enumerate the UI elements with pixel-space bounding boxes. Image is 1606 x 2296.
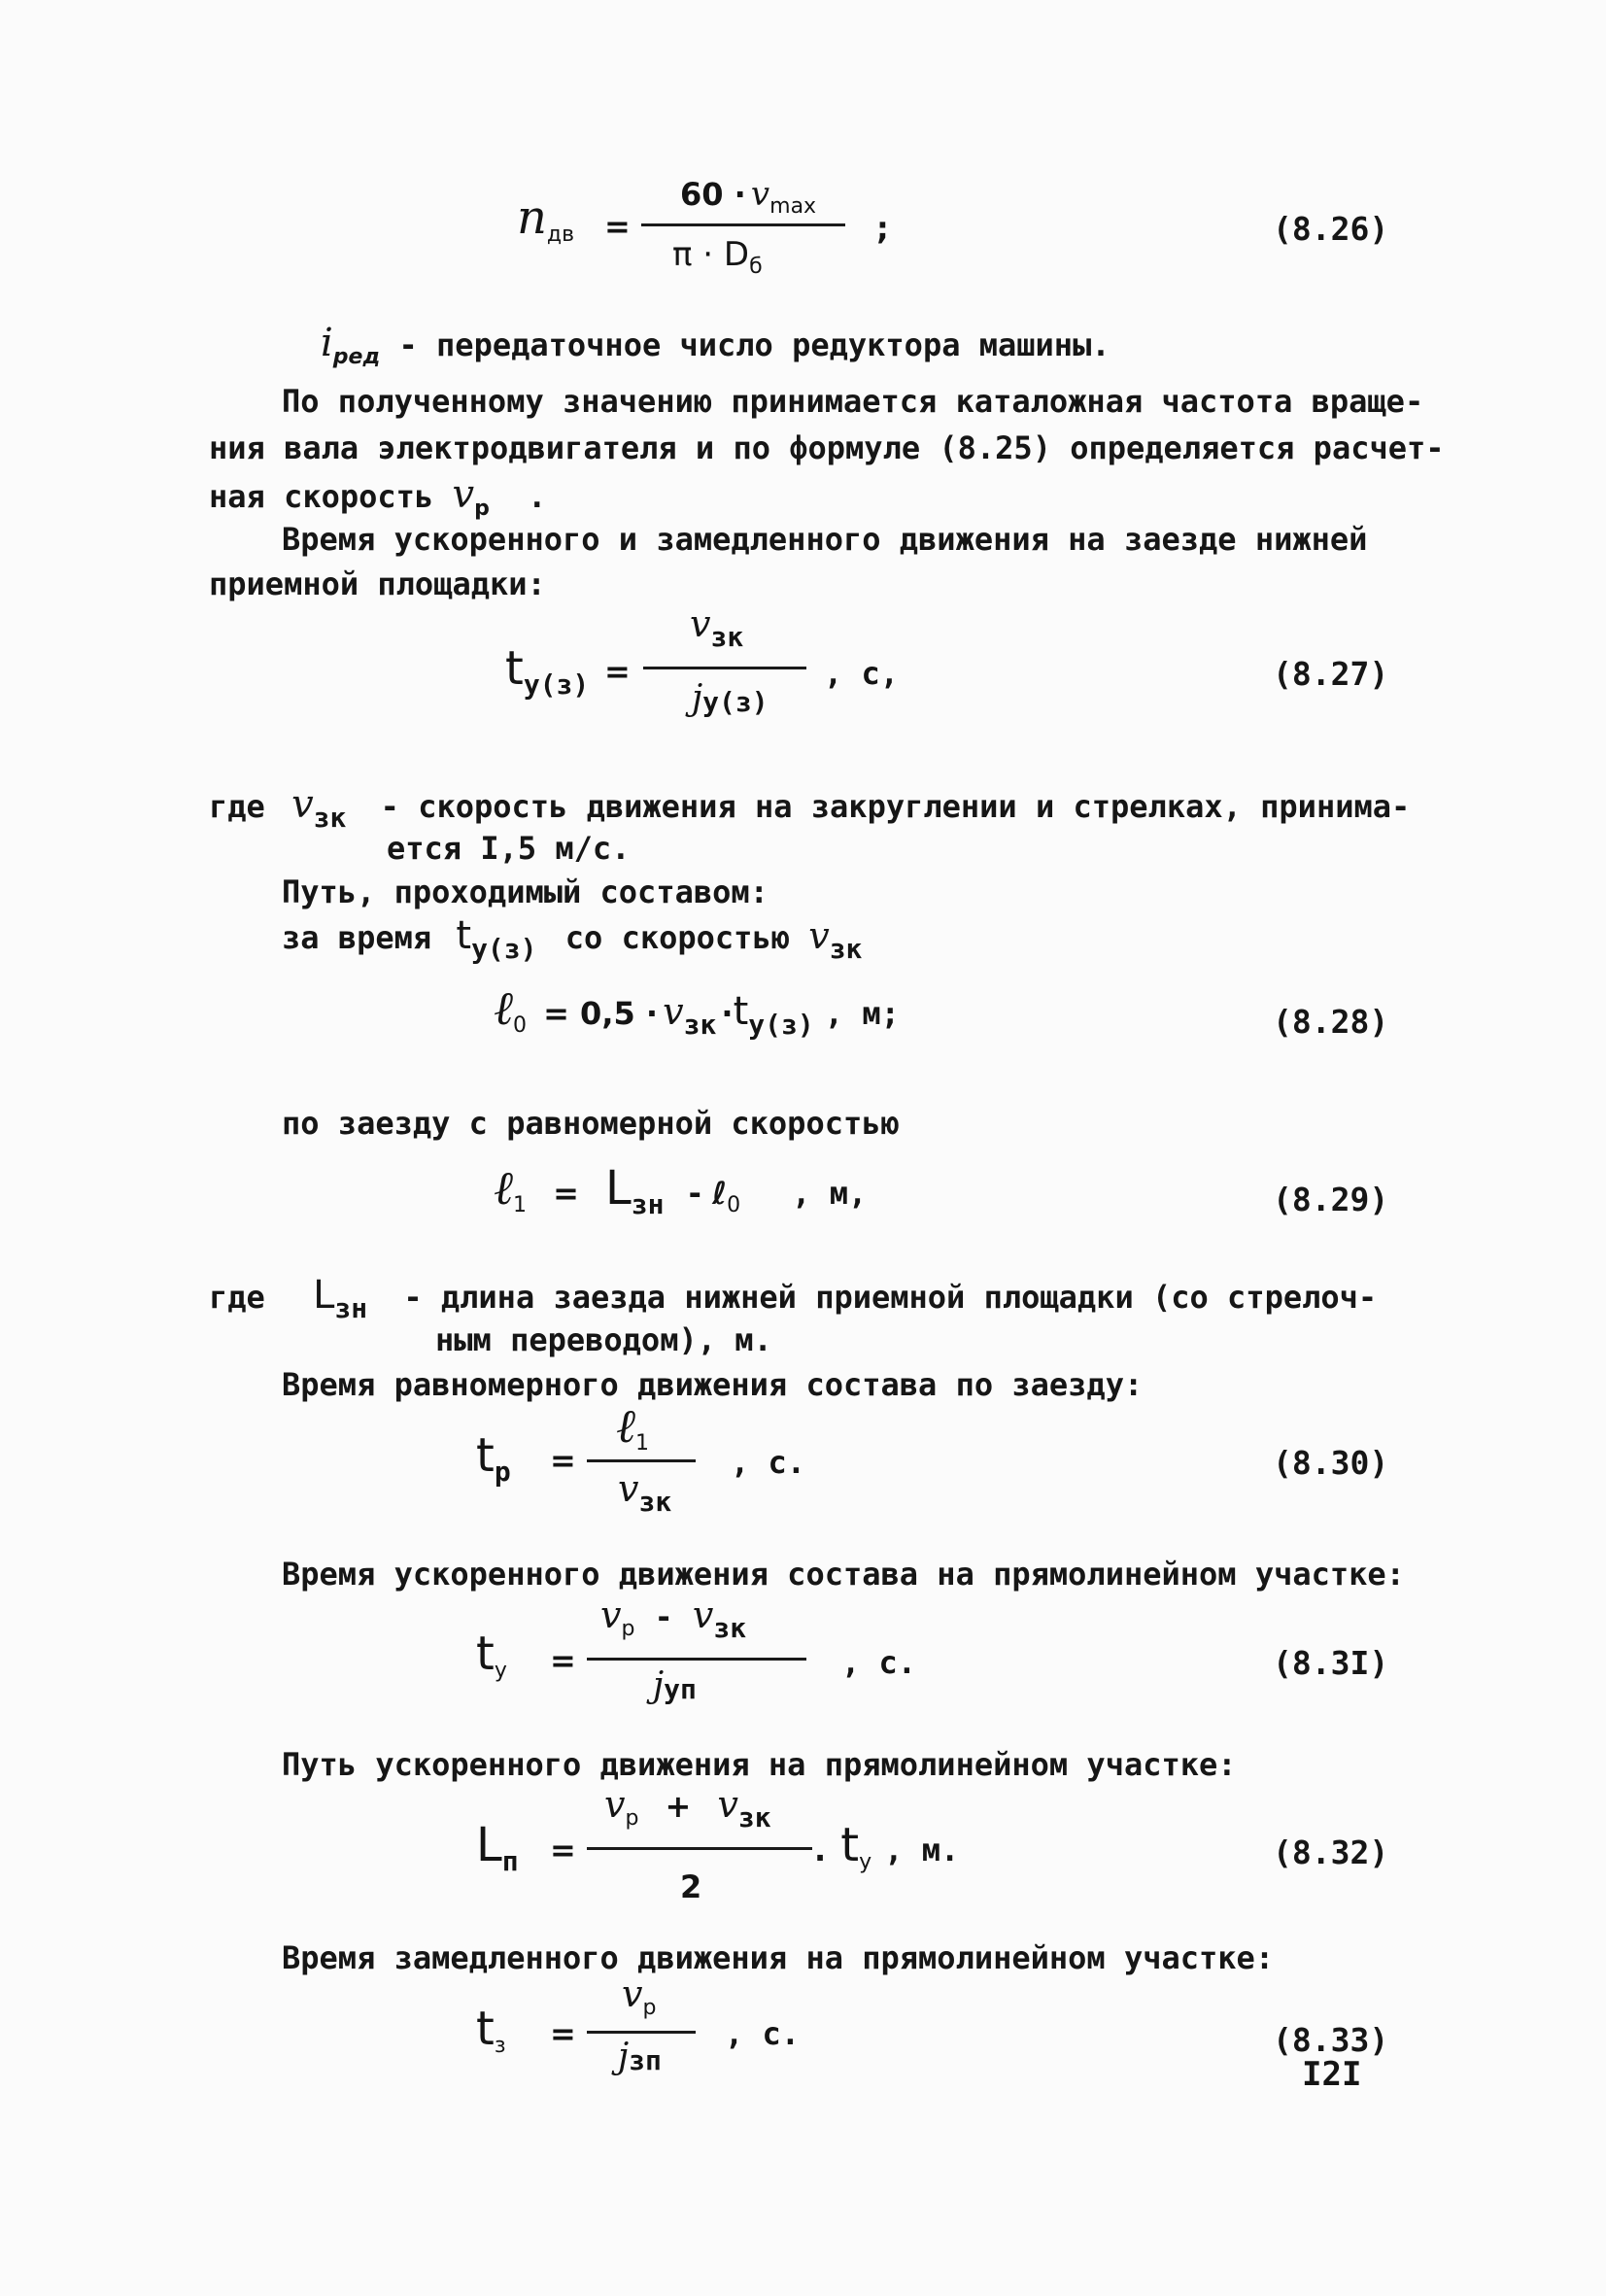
page-number: I2I <box>1302 2055 1362 2094</box>
eq-8-30-unit: , с. <box>731 1444 806 1481</box>
uniform-time-intro: Время равномерного движения состава по заезду: <box>282 1366 1144 1403</box>
eq-8-30-equals: = <box>550 1442 576 1479</box>
eq-8-26-equals: = <box>604 208 631 245</box>
eq-8-32-equals: = <box>550 1832 576 1868</box>
eq-8-33-lhs: tз <box>476 2002 506 2058</box>
path-during: за время tу(з) со скоростью vзк <box>282 913 863 965</box>
eq-8-26-denominator: $\pi \cdot D_б$ <box>672 235 763 279</box>
eq-8-33-equals: = <box>550 2015 576 2052</box>
eq-8-31-denominator: jуп <box>653 1665 697 1705</box>
catalog-line-1: По полученному значению принимается каталожная частота враще- <box>282 383 1424 420</box>
eq-8-28-body: ℓ0 = 0,5 · vзк ·tу(з) , м; <box>494 981 900 1041</box>
uniform-intro: по заезду с равномерной скоростью <box>282 1105 900 1142</box>
eq-8-32-numerator: vр + vзк <box>604 1783 771 1833</box>
eq-8-32-number: (8.32) <box>1273 1833 1389 1871</box>
equation-8-33 <box>0 1972 1606 2099</box>
eq-8-33-denominator: jзп <box>618 2037 662 2076</box>
eq-8-27-unit: , с, <box>824 655 900 692</box>
equation-8-26 <box>0 175 1606 291</box>
eq-8-31-equals: = <box>550 1642 576 1679</box>
time-accel-line-1: Время ускоренного и замедленного движения на заезде нижней <box>282 521 1368 558</box>
eq-8-27-equals: = <box>604 653 631 690</box>
eq-8-32-lhs: Lп <box>476 1818 519 1877</box>
eq-8-26-lhs: nдв <box>517 190 575 247</box>
eq-8-26-numerator: 60 · vmax <box>680 175 817 219</box>
eq-8-29-body: ℓ1 = Lзн - ℓ0 , м, <box>494 1161 868 1220</box>
where-lzn-line-1: где Lзн - длина заезда нижней приемной площадки (со стрелоч- <box>209 1273 1378 1324</box>
eq-8-30-fraction-bar <box>587 1459 696 1462</box>
decel-straight-intro: Время замедленного движения на прямолинейном участке: <box>282 1939 1275 1976</box>
where-lzn-line-2: ным переводом), м. <box>435 1321 772 1358</box>
eq-8-26-semicolon: ; <box>876 210 889 247</box>
path-accel-intro: Путь ускоренного движения на прямолинейном участке: <box>282 1746 1237 1783</box>
eq-8-26-fraction-bar <box>641 223 845 226</box>
eq-8-26-number: (8.26) <box>1273 210 1389 248</box>
ired-symbol-sub: ред <box>332 345 381 369</box>
path-intro: Путь, проходимый составом: <box>282 874 769 910</box>
eq-8-32-tail: . tу , м. <box>814 1818 960 1874</box>
equation-8-28 <box>0 981 1606 1069</box>
vp-symbol: v <box>452 472 475 517</box>
ired-definition <box>321 321 1111 372</box>
eq-8-27-lhs: tу(з) <box>505 641 590 701</box>
catalog-line-2: ния вала электродвигателя и по формуле (8.25) определяется расчет- <box>209 429 1445 466</box>
ired-symbol: i <box>321 321 333 365</box>
eq-8-32-fraction-bar <box>587 1847 812 1850</box>
equation-8-30 <box>0 1399 1606 1525</box>
where-vzk-line-2: ется I,5 м/с. <box>387 830 631 867</box>
eq-8-33-number: (8.33) <box>1273 2021 1389 2059</box>
eq-8-32-denominator: 2 <box>680 1868 702 1905</box>
catalog-line-3: ная скорость $v_р$ . <box>209 472 547 521</box>
eq-8-30-number: (8.30) <box>1273 1444 1389 1482</box>
eq-8-29-number: (8.29) <box>1273 1181 1389 1218</box>
time-accel-line-2: приемной площадки: <box>209 565 546 602</box>
eq-8-33-fraction-bar <box>587 2031 696 2034</box>
eq-8-27-denominator: jу(з) <box>692 678 769 718</box>
eq-8-31-unit: , с. <box>841 1644 917 1681</box>
eq-8-30-denominator: vзк <box>618 1467 672 1518</box>
eq-8-30-lhs: tр <box>476 1428 511 1488</box>
equation-8-32 <box>0 1783 1606 1914</box>
accel-straight-intro: Время ускоренного движения состава на прямолинейном участке: <box>282 1556 1405 1593</box>
eq-8-31-numerator: vр - vзк <box>600 1593 747 1644</box>
eq-8-31-fraction-bar <box>587 1658 806 1661</box>
eq-8-27-numerator: vзк <box>690 602 744 653</box>
eq-8-30-numerator: ℓ1 <box>616 1399 649 1456</box>
equation-8-31 <box>0 1593 1606 1725</box>
eq-8-31-lhs: tу <box>476 1627 507 1683</box>
eq-8-27-fraction-bar <box>643 667 806 669</box>
equation-8-27 <box>0 602 1606 748</box>
eq-8-33-unit: , с. <box>725 2015 801 2052</box>
eq-8-31-number: (8.3I) <box>1273 1644 1389 1682</box>
eq-8-33-numerator: vр <box>622 1972 657 2020</box>
eq-8-27-number: (8.27) <box>1273 655 1389 693</box>
where-vzk-line-1: где vзк - скорость движения на закруглении и стрелках, принима- <box>209 782 1411 834</box>
eq-8-28-number: (8.28) <box>1273 1003 1389 1041</box>
equation-8-29 <box>0 1161 1606 1239</box>
ired-text: - передаточное число редуктора машины. <box>398 326 1111 363</box>
